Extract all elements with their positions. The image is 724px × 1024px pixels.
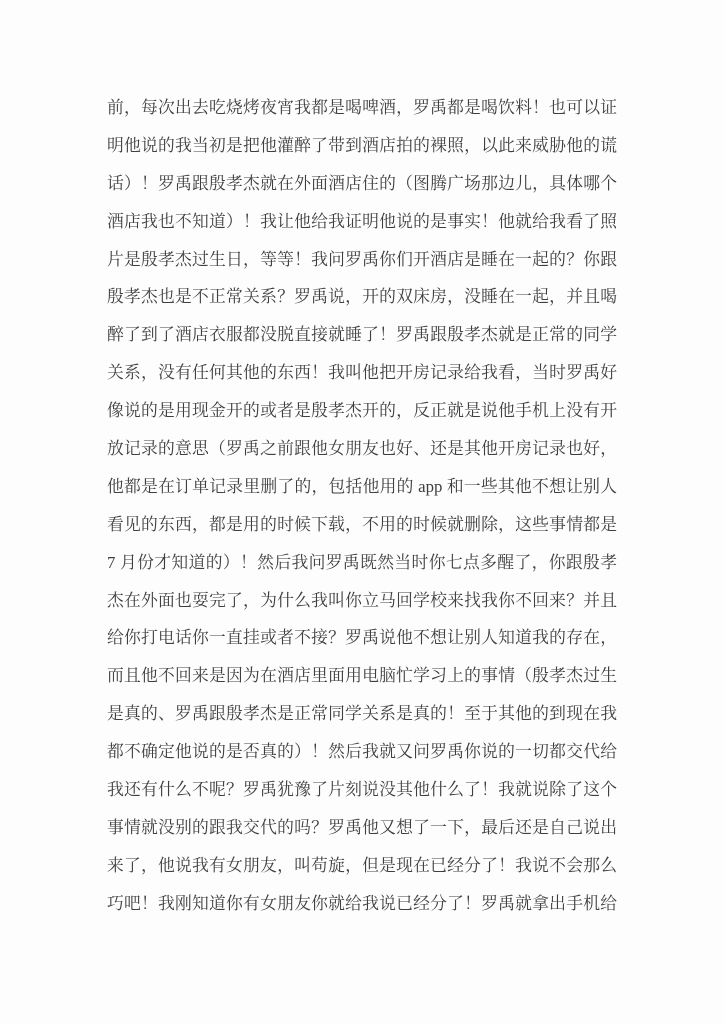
document-body xyxy=(107,89,617,923)
document-line: 放记录的意思（罗禹之前跟他女朋友也好、还是其他开房记录也好， xyxy=(107,439,617,459)
document-line: 片是殷孝杰过生日，等等！我问罗禹你们开酒店是睡在一起的？你跟 xyxy=(107,249,617,269)
document-line: 明他说的我当初是把他灌醉了带到酒店拍的裸照，以此来威胁他的谎 xyxy=(107,135,617,155)
document-line: 是真的、罗禹跟殷孝杰是正常同学关系是真的！至于其他的到现在我 xyxy=(107,704,617,724)
document-line: 而且他不回来是因为在酒店里面用电脑忙学习上的事情（殷孝杰过生 xyxy=(107,666,617,686)
document-line: 我还有什么不呢？罗禹犹豫了片刻说没其他什么了！我就说除了这个 xyxy=(107,780,617,800)
document-line: 事情就没别的跟我交代的吗？罗禹他又想了一下，最后还是自己说出 xyxy=(107,817,617,837)
document-line: 都不确定他说的是否真的）！然后我就又问罗禹你说的一切都交代给 xyxy=(107,742,617,762)
document-line: 巧吧！我刚知道你有女朋友你就给我说已经分了！罗禹就拿出手机给 xyxy=(107,893,617,913)
document-line: 前，每次出去吃烧烤夜宵我都是喝啤酒，罗禹都是喝饮料！也可以证 xyxy=(107,98,617,117)
document-line: 殷孝杰也是不正常关系？罗禹说，开的双床房，没睡在一起，并且喝 xyxy=(107,287,617,307)
document-line: 像说的是用现金开的或者是殷孝杰开的，反正就是说他手机上没有开 xyxy=(107,401,617,421)
document-line: 醉了到了酒店衣服都没脱直接就睡了！罗禹跟殷孝杰就是正常的同学 xyxy=(107,325,617,345)
document-line: 7 月份才知道的）！然后我问罗禹既然当时你七点多醒了，你跟殷孝 xyxy=(107,552,617,572)
document-line: 他都是在订单记录里删了的，包括他用的 app 和一些其他不想让别人 xyxy=(107,476,617,496)
document-line: 话）！罗禹跟殷孝杰就在外面酒店住的（图腾广场那边儿，具体哪个 xyxy=(107,173,617,193)
document-line: 酒店我也不知道）！我让他给我证明他说的是事实！他就给我看了照 xyxy=(107,211,617,231)
document-line: 关系，没有任何其他的东西！我叫他把开房记录给我看，当时罗禹好 xyxy=(107,363,617,383)
document-line: 杰在外面也耍完了，为什么我叫你立马回学校来找我你不回来？并且 xyxy=(107,590,617,610)
document-line: 来了，他说我有女朋友，叫苟旋，但是现在已经分了！我说不会那么 xyxy=(107,855,617,875)
document-line: 给你打电话你一直挂或者不接？罗禹说他不想让别人知道我的存在， xyxy=(107,628,617,648)
document-line: 看见的东西，都是用的时候下载，不用的时候就删除，这些事情都是 xyxy=(107,514,617,534)
